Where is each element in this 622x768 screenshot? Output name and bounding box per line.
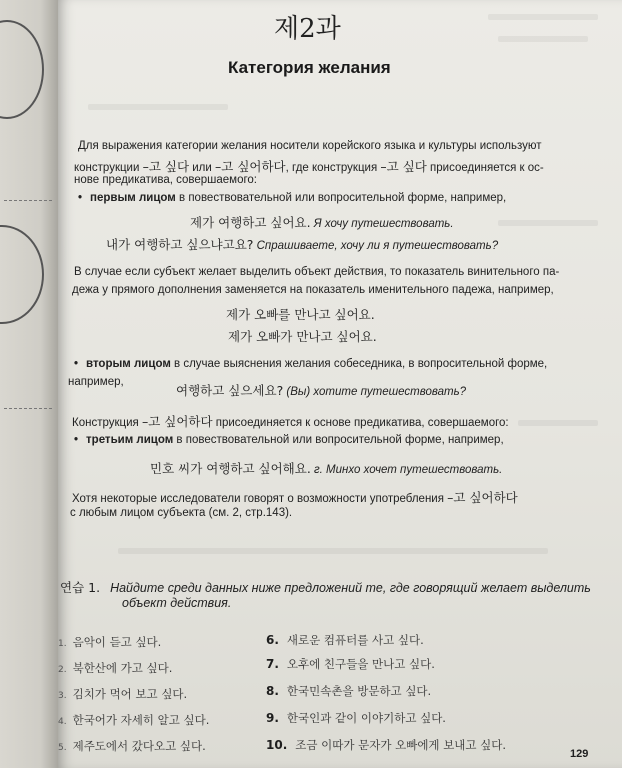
intro-line-3: нове предикатива, совершаемого: (74, 174, 258, 186)
exercise-item (266, 710, 446, 726)
bullet-icon: • (74, 434, 79, 446)
exercise-item (58, 686, 187, 702)
korean-example: 제가 여행하고 싶어요. (190, 215, 311, 230)
korean-construction: –고 싶다 (142, 159, 190, 174)
second-person-line-2: например, (68, 376, 124, 388)
text: в повествовательной или вопросительной форме, например, (175, 192, 507, 204)
exercise-item (266, 737, 506, 753)
illustration-fragment (0, 20, 44, 119)
text: Конструкция (72, 417, 142, 429)
item-text: 조금 이따가 문자가 오빠에게 보내고 싶다. (295, 738, 507, 752)
item-text: 오후에 친구들을 만나고 싶다. (286, 657, 435, 671)
second-person-label: вторым лицом (86, 358, 171, 370)
example-sentence (150, 458, 502, 477)
example-sentence (176, 380, 466, 399)
korean-example: 제가 오빠를 만나고 싶어요. (226, 307, 375, 322)
text: в случае выяснения желания собеседника, в вопросительной форме, (170, 358, 548, 370)
lesson-title: 제2과 (274, 14, 341, 44)
item-number: 7. (266, 657, 279, 671)
text: присоединяется к ос- (426, 162, 544, 174)
korean-example: 제가 오빠가 만나고 싶어요. (228, 329, 377, 344)
page-number: 129 (570, 748, 589, 760)
textbook-page (58, 0, 622, 768)
item-number: 2. (58, 665, 67, 675)
translation: г. Минхо хочет путешествовать. (310, 464, 503, 476)
item-number: 8. (266, 684, 279, 698)
translation: (Вы) хотите путешествовать? (283, 386, 467, 398)
item-text: 제주도에서 갔다오고 싶다. (72, 739, 206, 753)
divider (4, 200, 52, 201)
first-person-item (78, 192, 506, 204)
exercise-number: 연습 1. (60, 580, 101, 595)
third-person-item (74, 434, 504, 446)
exercise-heading (60, 578, 591, 596)
korean-construction: –고 싶다 (380, 159, 427, 174)
intro-line-1: Для выражения категории желания носители корейского языка и культуры используют (78, 140, 542, 152)
divider (4, 408, 52, 409)
third-intro (72, 412, 509, 430)
item-text: 한국민속촌을 방문하고 싶다. (286, 684, 432, 698)
item-text: 한국인과 같이 이야기하고 싶다. (286, 711, 446, 725)
item-number: 9. (266, 711, 279, 725)
item-text: 음악이 듣고 싶다. (72, 635, 162, 649)
item-number: 3. (58, 691, 67, 701)
exercise-item (266, 683, 431, 699)
item-text: 새로운 컴퓨터를 사고 싶다. (286, 633, 424, 647)
section-title: Категория желания (228, 58, 391, 77)
text: , где конструкция (285, 162, 381, 174)
item-number: 5. (58, 743, 67, 753)
intro-line-2 (74, 157, 544, 175)
korean-example: 민호 씨가 여행하고 싶어해요. (150, 461, 311, 476)
third-person-label: третьим лицом (86, 434, 174, 446)
exercise-instruction-2: объект действия. (122, 596, 232, 610)
exercise-item (58, 712, 209, 728)
korean-construction: –고 싶어하다 (215, 159, 286, 174)
text: конструкции (74, 162, 143, 174)
exercise-item (58, 634, 161, 650)
bullet-icon: • (78, 192, 83, 204)
left-page-edge (0, 0, 58, 768)
text: в повествовательной или вопросительной форме, например, (173, 434, 504, 446)
text: или (189, 162, 216, 174)
exercise-item (266, 656, 435, 672)
object-line-2: дежа у прямого дополнения заменяется на показатель именительного падежа, например, (72, 284, 554, 296)
item-number: 1. (58, 639, 67, 649)
korean-construction: –고 싶어하다 (141, 414, 213, 429)
translation: Я хочу путешествовать. (310, 218, 454, 230)
object-line-1: В случае если субъект желает выделить объект действия, то показатель винительного па- (74, 266, 560, 278)
second-person-item (74, 358, 547, 370)
text: присоединяется к основе предикатива, совершаемого: (212, 417, 509, 429)
korean-example: 여행하고 싶으세요? (176, 383, 284, 398)
example-sentence (190, 212, 454, 231)
item-number: 4. (58, 717, 67, 727)
item-number: 10. (266, 738, 288, 752)
note-line-2: с любым лицом субъекта (см. 2, стр.143). (70, 507, 293, 519)
first-person-label: первым лицом (90, 192, 176, 204)
item-text: 김치가 먹어 보고 싶다. (72, 687, 188, 701)
bullet-icon: • (74, 358, 79, 370)
exercise-item (266, 632, 424, 648)
example-sentence (106, 234, 498, 253)
text: Хотя некоторые исследователи говорят о возможности употребления (72, 493, 448, 505)
exercise-item (58, 738, 206, 754)
exercise-item (58, 660, 172, 676)
item-text: 북한산에 가고 싶다. (72, 661, 173, 675)
translation: Спрашиваете, хочу ли я путешествовать? (253, 240, 499, 252)
item-number: 6. (266, 633, 279, 647)
note-line-1 (72, 488, 518, 506)
korean-example: 내가 여행하고 싶으냐고요? (106, 237, 254, 252)
korean-construction: –고 싶어하다 (447, 490, 518, 505)
illustration-fragment (0, 225, 44, 324)
exercise-instruction: Найдите среди данных ниже предложений те, где говорящий желает выделить (110, 581, 591, 595)
item-text: 한국어가 자세히 알고 싶다. (72, 713, 210, 727)
